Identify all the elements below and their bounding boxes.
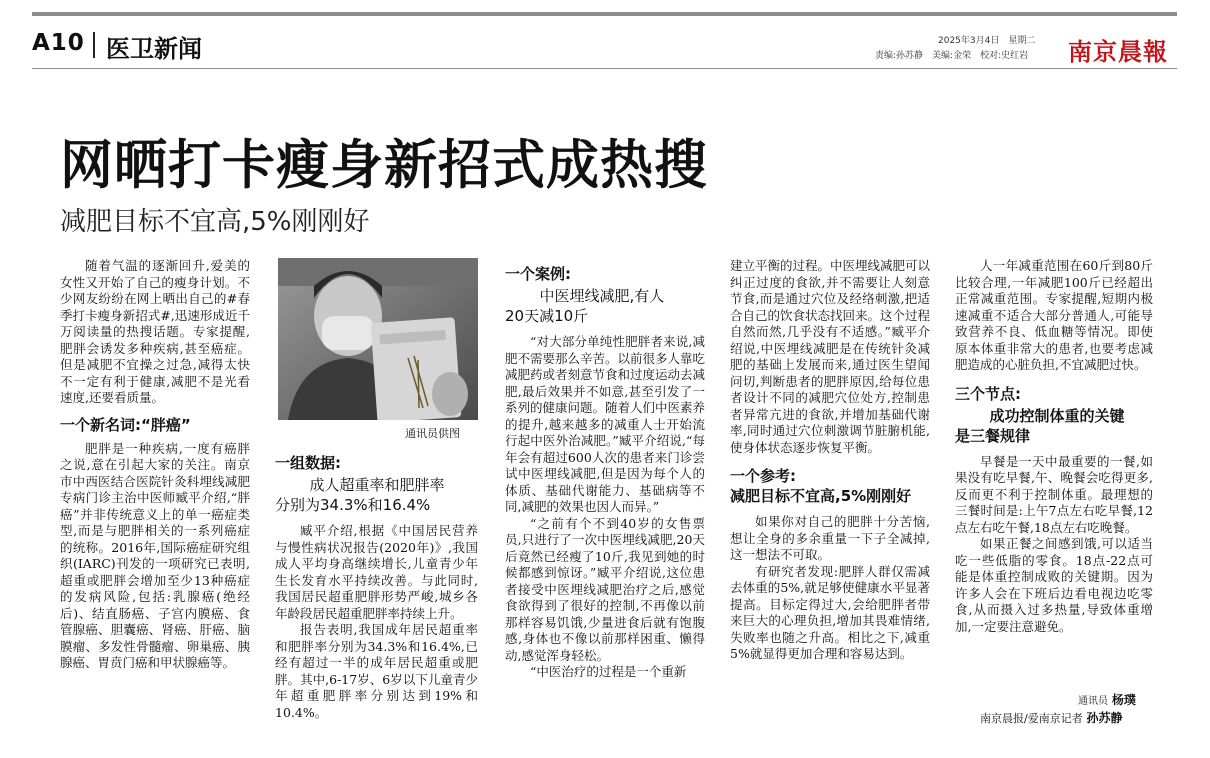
- section-heading-case: 一个案例:: [505, 265, 571, 283]
- paragraph: 建立平衡的过程。中医埋线减肥可以纠正过度的食欲,并不需要让人刻意节食,而是通过穴位及经络刺激,把适合自己的饮食状态找回来。这个过程自然而然,几乎没有不适感。”臧平介绍说,中医埋线减肥是在传统针灸减肥的基础上发展而来,通过医生望闻问切,判断患者的肥胖原因,给每位患者设计不同的减肥穴位处方,控制患者异常亢进的食欲,并增加基础代谢率,同时通过穴位刺激调节脏腑机能,使身体状态逐步恢复平衡。: [730, 258, 931, 455]
- article-photo: [278, 258, 478, 420]
- subheading-line-2: 20天减10斤: [505, 307, 589, 325]
- paragraph: 肥胖是一种疾病,一度有癌胖之说,意在引起大家的关注。南京市中西医结合医院针灸科埋线减肥专病门诊主治中医师臧平介绍,“胖癌”并非传统意义上的单一癌症类型,而是与肥胖相关的一系列癌症的统称。2016年,国际癌症研究组织(IARC)刊发的一项研究已表明,超重或肥胖会增加至少13种癌症的发病风险,包括:乳腺癌(绝经后)、结直肠癌、子宫内膜癌、食管腺癌、胆囊癌、肾癌、肝癌、脑膜瘤、多发性骨髓瘤、卵巢癌、胰腺癌、胃贲门癌和甲状腺癌等。: [60, 440, 250, 670]
- section-subheading-reference: 减肥目标不宜高,5%刚刚好: [730, 487, 912, 505]
- section-subheading-case: [505, 286, 705, 326]
- byline-name: 杨璞: [1111, 693, 1136, 707]
- byline-reporter: [980, 709, 1123, 726]
- paragraph: 如果你对自己的肥胖十分苦恼,想让全身的多余重量一下子全减掉,这一想法不可取。: [730, 514, 930, 562]
- paragraph: “对大部分单纯性肥胖者来说,减肥不需要那么辛苦。以前很多人靠吃减肥药或者刻意节食和过度运动去减肥,最后效果并不如意,甚至引发了一系列的健康问题。随着人们中医素养的提升,越来越多的减重人士开始流行起中医外治减肥。”臧平介绍说,“每年会有超过600人次的患者来门诊尝试中医埋线减肥,但是因为每个人的体质、基础代谢能力、基础病等不同,减肥的效果也因人而异。”: [505, 334, 706, 514]
- byline-name: 孙苏静: [1086, 711, 1123, 725]
- column-4: [730, 258, 930, 663]
- column-3: [505, 264, 705, 681]
- section-subheading-three-nodes: [955, 406, 1153, 446]
- subheading-line-1: 成功控制体重的关键: [989, 406, 1125, 425]
- newspaper-logo: 南京晨報: [1068, 37, 1168, 66]
- issue-date: 2025年3月4日 星期二: [938, 36, 1036, 46]
- header-rule: [32, 68, 1177, 69]
- subheading-line-2: 是三餐规律: [955, 426, 1031, 445]
- header-separator: [93, 32, 95, 58]
- section-heading-three-nodes: 三个节点:: [955, 384, 1021, 403]
- page-number: A10: [32, 30, 85, 56]
- section-heading-new-term: 一个新名词:“胖癌”: [60, 415, 191, 434]
- paragraph: 有研究者发现:肥胖人群仅需减去体重的5%,就足够使健康水平显著提高。目标定得过大,会给肥胖者带来巨大的心理负担,增加其畏难情绪,失败率也随之升高。相比之下,减重5%就显得更加合理和容易达到。: [730, 563, 930, 661]
- subheading-line-1: 中医埋线减肥,有人: [539, 287, 665, 305]
- photo-caption: 通讯员供图: [405, 427, 460, 440]
- byline-correspondent: [1078, 691, 1136, 708]
- byline-label: 通讯员: [1078, 696, 1108, 707]
- paragraph: “之前有个不到40岁的女售票员,只进行了一次中医埋线减肥,20天后竟然已经瘦了10斤,我见到她的时候都感到惊讶。”臧平介绍说,这位患者接受中医埋线减肥治疗之后,感觉食欲得到了很好的控制,不再像以前那样容易饥饿,少量进食后就有饱腹感,身体也不像以前那样困重、懒得动,感觉浑身轻松。: [505, 515, 705, 663]
- paragraph: 如果正餐之间感到饿,可以适当吃一些低脂的零食。18点-22点可能是体重控制成败的关键期。因为许多人会在下班后边看电视边吃零食,从而摄入过多热量,导致体重增加,一定要注意避免。: [955, 536, 1153, 634]
- paragraph: 报告表明,我国成年居民超重率和肥胖率分别为34.3%和16.4%,已经有超过一半的成年居民超重或肥胖。其中,6-17岁、6岁以下儿童青少年超重肥胖率分别达到19%和10.4%。: [275, 622, 478, 720]
- editor-credits: 责编:孙苏静 美编:金荣 校对:史红岩: [875, 51, 1029, 61]
- subheadline: 减肥目标不宜高,5%刚刚好: [60, 207, 370, 237]
- section-title: 医卫新闻: [106, 35, 202, 63]
- photo-woman-with-suture-packet: [278, 258, 478, 420]
- column-5: [955, 258, 1153, 635]
- paragraph: 早餐是一天中最重要的一餐,如果没有吃早餐,午、晚餐会吃得更多,反而更不利于控制体重。最理想的三餐时间是:上午7点左右吃早餐,12点左右吃午餐,18点左右吃晚餐。: [955, 453, 1153, 535]
- column-1: [60, 258, 250, 672]
- headline: 网晒打卡瘦身新招式成热搜: [60, 135, 708, 196]
- byline-label: 南京晨报/爱南京记者: [980, 712, 1083, 725]
- paragraph: “中医治疗的过程是一个重新: [530, 664, 687, 679]
- column-2: [275, 453, 478, 721]
- section-heading-data: 一组数据:: [275, 454, 341, 472]
- paragraph: 人一年减重范围在60斤到80斤比较合理,一年减肥100斤已经超出正常减重范围。专家提醒,短期内极速减重不适合大部分普通人,可能导致营养不良、低血糖等情况。即使原本体重非常大的患者,也要考虑减肥造成的心脏负担,不宜减肥过快。: [955, 258, 1153, 372]
- top-rule: [32, 12, 1177, 16]
- section-heading-reference: 一个参考:: [730, 467, 796, 485]
- paragraph: 臧平介绍,根据《中国居民营养与慢性病状况报告(2020年)》,我国成人平均身高继续增长,儿童青少年生长发育水平持续改善。与此同时,我国居民超重肥胖形势严峻,城乡各年龄段居民超重肥胖率持续上升。: [275, 523, 478, 621]
- subheading-line-1: 成人超重率和肥胖率: [309, 476, 445, 494]
- section-subheading-data: [275, 475, 478, 515]
- subheading-line-2: 分别为34.3%和16.4%: [275, 496, 431, 514]
- intro-paragraph: 随着气温的逐渐回升,爱美的女性又开始了自己的瘦身计划。不少网友纷纷在网上晒出自己的#春季打卡瘦身新招式#,迅速形成近千万阅读量的热搜话题。专家提醒,肥胖会诱发多种疾病,甚至癌症。但是减肥不宜操之过急,减得太快不一定有利于健康,减肥不是光看速度,还要看质量。: [60, 258, 250, 405]
